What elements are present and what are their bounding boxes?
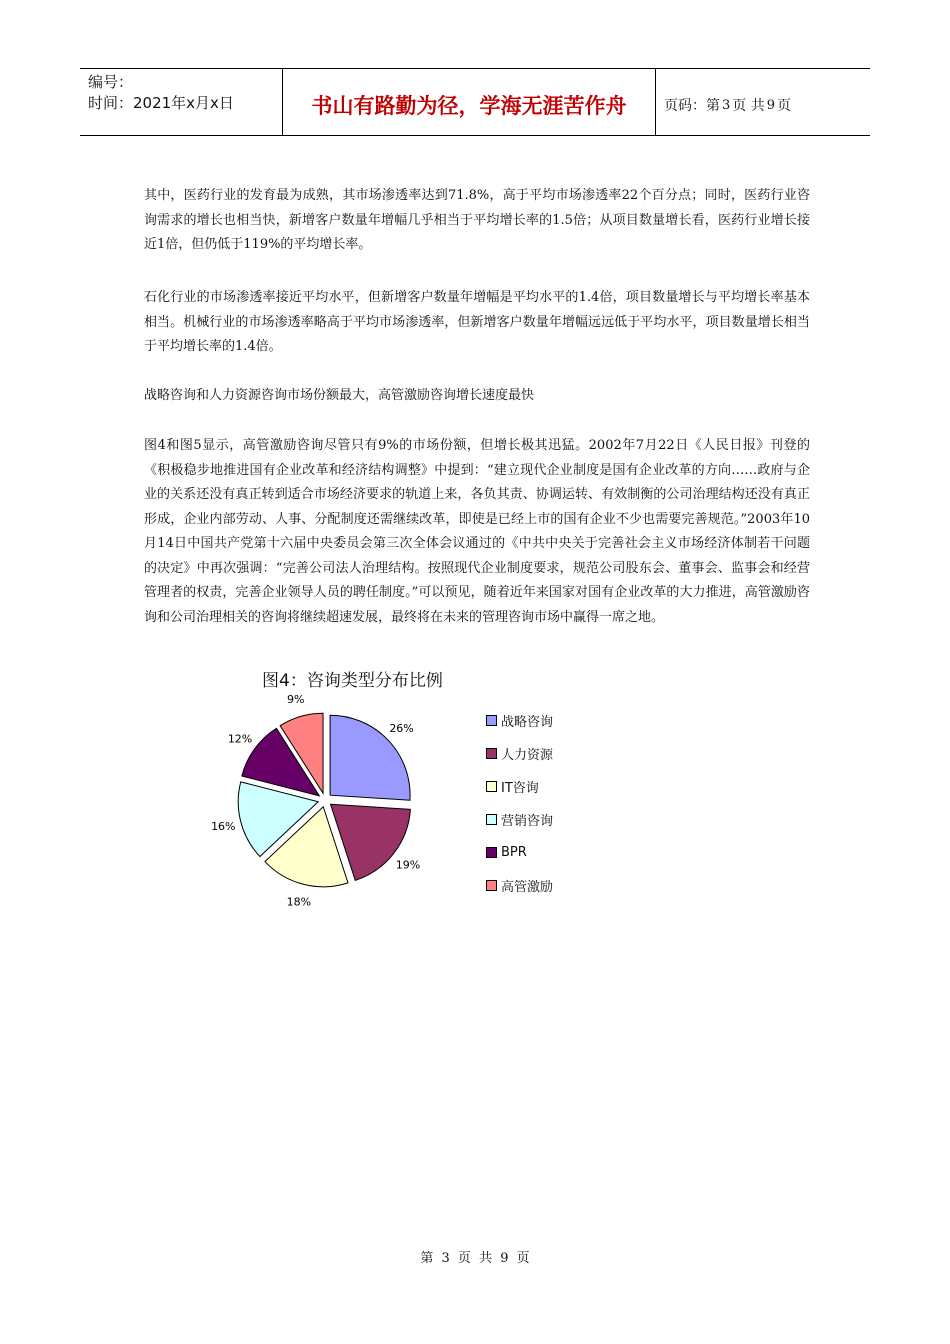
legend-swatch bbox=[486, 880, 497, 891]
pie-label-4: 12% bbox=[227, 732, 253, 746]
chart-legend bbox=[486, 704, 553, 902]
pie-label-5: 9% bbox=[286, 693, 305, 707]
legend-item-4 bbox=[486, 836, 553, 869]
pie-label-1: 19% bbox=[395, 858, 421, 872]
page-mid: 页 共 bbox=[732, 98, 765, 114]
section-heading: 战略咨询和人力资源咨询市场份额最大，高管激励咨询增长速度最快 bbox=[144, 388, 535, 403]
page-suffix: 页 bbox=[777, 98, 792, 114]
legend-label: BPR bbox=[501, 845, 527, 860]
date-label: 时间：2021年x月x日 bbox=[88, 94, 234, 112]
number-label: 编号： bbox=[88, 73, 134, 91]
legend-label: 人力资源 bbox=[501, 748, 554, 763]
chart-title: 图4：咨询类型分布比例 bbox=[262, 671, 443, 691]
legend-label: IT咨询 bbox=[501, 781, 539, 796]
page-prefix: 页码：第 bbox=[664, 98, 720, 114]
legend-label: 高管激励 bbox=[501, 880, 554, 895]
paragraph-exec-incentive: 图4和图5显示，高管激励咨询尽管只有9%的市场份额，但增长极其迅猛。2002年7月22日《人民日报》刊登的《积极稳步地推进国有企业改革和经济结构调整》中提到：“建立现代企业制度是国有企业改革的方向……政府与企业的关系还没有真正转到适合市场经济要求的轨道上来，各负其责、协调运转、有效制衡的公司治理结构还没有真正形成，企业内部劳动、人事、分配制度还需继续改革，即使是已经上市的国有企业不少也需要完善规范。”2003年10月14日中国共产党第十六届中央委员会第三次全体会议通过的《中共中央关于完善社会主义市场经济体制若干问题的决定》中再次强调：“完善公司法人治理结构。按照现代企业制度要求，规范公司股东会、董事会、监事会和经营管理者的权责，完善企业领导人员的聘任制度。”可以预见，随着近年来国家对国有企业改革的大力推进，高管激励咨询和公司治理相关的咨询将继续超速发展，最终将在未来的管理咨询市场中赢得一席之地。 bbox=[144, 438, 810, 625]
legend-item-3 bbox=[486, 803, 553, 836]
page-current: 3 bbox=[722, 97, 731, 113]
legend-swatch bbox=[486, 814, 497, 825]
legend-item-0 bbox=[486, 704, 553, 737]
pie-label-3: 16% bbox=[211, 820, 236, 834]
header-page-number bbox=[656, 69, 870, 135]
header-meta bbox=[80, 69, 282, 135]
legend-swatch bbox=[486, 748, 497, 759]
legend-swatch bbox=[486, 715, 497, 726]
pie-chart bbox=[200, 690, 450, 910]
legend-item-1 bbox=[486, 737, 553, 770]
page-footer: 第 3 页 共 9 页 bbox=[420, 1251, 530, 1266]
legend-swatch bbox=[486, 781, 497, 792]
legend-label: 战略咨询 bbox=[501, 715, 554, 730]
legend-item-5 bbox=[486, 869, 553, 902]
pie-label-2: 18% bbox=[286, 895, 312, 909]
paragraph-petrochem: 石化行业的市场渗透率接近平均水平，但新增客户数量年增幅是平均水平的1.4倍，项目数量增长与平均增长率基本相当。机械行业的市场渗透率略高于平均市场渗透率，但新增客户数量年增幅远远低于平均水平，项目数量增长相当于平均增长率的1.4倍。 bbox=[144, 290, 810, 354]
legend-label: 营销咨询 bbox=[501, 814, 554, 829]
header-table bbox=[80, 68, 870, 136]
pie-label-0: 26% bbox=[389, 722, 414, 736]
page-total: 9 bbox=[766, 97, 776, 113]
paragraph-pharma: 其中，医药行业的发育最为成熟，其市场渗透率达到71.8%，高于平均市场渗透率22个百分点；同时，医药行业咨询需求的增长也相当快，新增客户数量年增幅几乎相当于平均增长率的1.5倍；从项目数量增长看，医药行业增长接近1倍，但仍低于119%的平均增长率。 bbox=[144, 188, 810, 252]
legend-swatch bbox=[486, 847, 497, 858]
legend-item-2 bbox=[486, 770, 553, 803]
header-motto: 书山有路勤为径，学海无涯苦作舟 bbox=[282, 69, 656, 135]
